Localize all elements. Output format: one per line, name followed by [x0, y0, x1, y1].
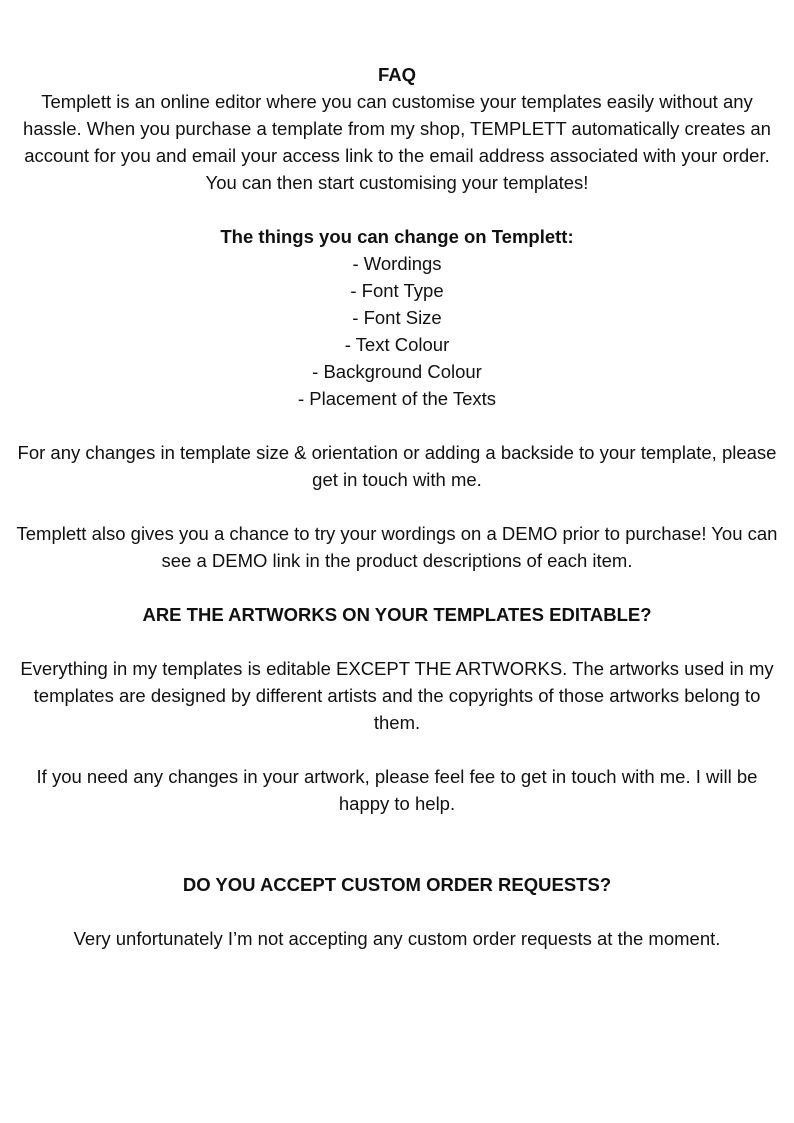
artworks-paragraph: Everything in my templates is editable EXCEPT THE ARTWORKS. The artworks used in my templates are designed by different artists and the copyrights of those artworks belong to them. [20, 658, 774, 733]
changes-list [14, 250, 780, 412]
custom-orders-answer: Very unfortunately I’m not accepting any custom order requests at the moment. [73, 928, 721, 949]
artwork-changes-paragraph: If you need any changes in your artwork, please feel fee to get in touch with me. I will be happy to help. [36, 766, 758, 814]
list-item: - Wordings [352, 253, 442, 274]
list-item: - Font Size [352, 307, 442, 328]
changes-heading: The things you can change on Templett: [220, 226, 574, 247]
demo-note: Templett also gives you a chance to try your wordings on a DEMO prior to purchase! You can see a DEMO link in the product descriptions of each item. [16, 523, 778, 571]
list-item: - Text Colour [344, 334, 450, 355]
size-orientation-note: For any changes in template size & orientation or adding a backside to your template, please get in touch with me. [17, 442, 777, 490]
faq-intro-paragraph: Templett is an online editor where you can customise your templates easily without any hassle. When you purchase a template from my shop, TEMPLETT automatically creates an account for you and email your access link to the email address associated with your order. You can then start customising your templates! [23, 91, 771, 193]
artworks-heading: ARE THE ARTWORKS ON YOUR TEMPLATES EDITABLE? [142, 604, 652, 625]
list-item: - Background Colour [312, 361, 482, 382]
list-item: - Placement of the Texts [297, 388, 497, 409]
list-item: - Font Type [350, 280, 444, 301]
custom-orders-heading: DO YOU ACCEPT CUSTOM ORDER REQUESTS? [182, 874, 612, 895]
faq-title: FAQ [377, 64, 417, 85]
